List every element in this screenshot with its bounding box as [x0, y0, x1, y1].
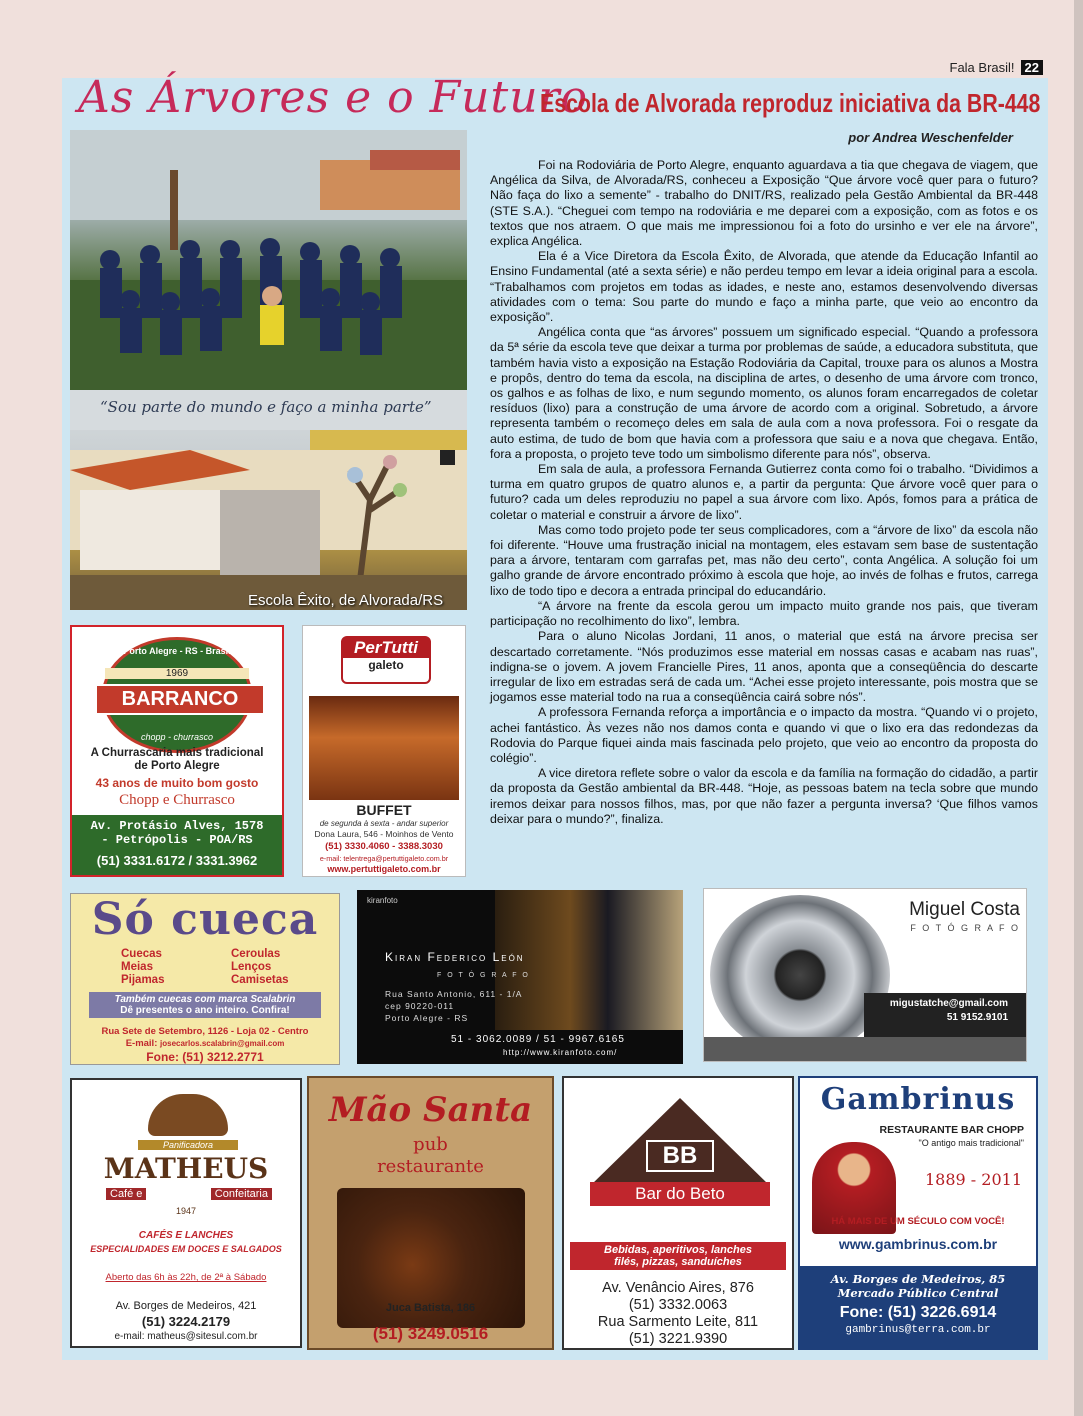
miguel-name: Miguel Costa	[909, 899, 1020, 920]
miguel-role: F O T Ó G R A F O	[910, 923, 1020, 933]
pertutti-hours: de segunda à sexta - andar superior	[319, 819, 449, 828]
beto-phone2: (51) 3221.9390	[628, 1331, 728, 1347]
maosanta-name: Mão Santa	[328, 1090, 533, 1130]
beto-desc	[570, 1242, 786, 1270]
miguel-email: migustatche@gmail.com	[889, 998, 1008, 1009]
maosanta-sub1: pub	[413, 1134, 448, 1155]
gambrinus-sub: RESTAURANTE BAR CHOPP	[879, 1124, 1024, 1136]
barranco-address2: - Petrópolis - POA/RS	[101, 833, 253, 847]
kiran-logo: kiranfoto	[367, 896, 398, 905]
barranco-ring-bottom: chopp - churrasco	[140, 732, 214, 742]
students-photo	[70, 130, 467, 392]
socueca-item: Ceroulas	[231, 948, 281, 960]
article-paragraph: Para o aluno Nicolas Jordani, 11 anos, o material que está na árvore precisa ser descartado corretamente. “Nós produzimos esse material em nossas casas e acabam nas ruas”, indigna-se o jovem. A jovem Francielle Pires, 11 anos, aponta que a conseqüência do descarte irregular de lixo em estradas será de cada um. “Achei esse projeto interessante, pois mostra que se jogamos esse material todo na rua a conseqüência cairá sobre nós”.	[490, 629, 1038, 705]
photo-caption-top: “Sou parte do mundo e faço a minha parte”	[100, 398, 432, 416]
gambrinus-site: www.gambrinus.com.br	[838, 1236, 998, 1252]
miguel-lens	[710, 895, 890, 1055]
ad-matheus[interactable]	[70, 1078, 302, 1348]
pertutti-site: www.pertuttigaleto.com.br	[327, 864, 441, 874]
gambrinus-email: gambrinus@terra.com.br	[845, 1324, 991, 1336]
beto-address1: Av. Venâncio Aires, 876	[602, 1280, 754, 1296]
socueca-email: josecarlos.scalabrin@gmail.com	[160, 1039, 285, 1048]
gambrinus-name: Gambrinus	[820, 1082, 1016, 1117]
ad-pertutti[interactable]	[302, 625, 466, 877]
section-title: As Árvores e o Futuro	[78, 72, 589, 123]
miguel-bottom-bar	[704, 1037, 1027, 1062]
socueca-item: Pijamas	[121, 974, 165, 986]
socueca-item: Camisetas	[231, 974, 289, 986]
pertutti-email: e-mail: telentrega@pertuttigaleto.com.br	[319, 854, 449, 863]
matheus-phone: (51) 3224.2179	[141, 1314, 231, 1329]
matheus-email: e-mail: matheus@sitesul.com.br	[114, 1331, 258, 1342]
kiran-site: http://www.kiranfoto.com/	[503, 1048, 618, 1057]
barranco-year: 1969	[105, 668, 249, 679]
socueca-phone: Fone: (51) 3212.2771	[146, 1050, 264, 1064]
kiran-role: F O T Ó G R A F O	[437, 972, 530, 979]
barranco-line4: Chopp e Churrasco	[119, 792, 235, 808]
article-body	[490, 158, 1038, 827]
gambrinus-address2: Mercado Público Central	[837, 1286, 999, 1300]
matheus-line1: CAFÉS E LANCHES	[138, 1230, 234, 1241]
barranco-logo	[102, 637, 252, 753]
matheus-top: Panificadora	[138, 1140, 238, 1150]
barranco-name: BARRANCO	[95, 684, 265, 715]
ad-kiran[interactable]	[357, 890, 683, 1064]
matheus-right: Confeitaria	[211, 1188, 272, 1200]
barranco-phone: (51) 3331.6172 / 3331.3962	[96, 853, 258, 868]
barranco-line3: 43 anos de muito bom gosto	[95, 776, 259, 790]
ad-miguel[interactable]	[703, 888, 1027, 1062]
article-paragraph: A professora Fernanda reforça a importância e o impacto da mostra. “Quando vi o projeto, achei fantástico. Às vezes não nos damos conta e quando vi que o lixo era das redondezas da Rodovia do Parque fiquei ainda mais fascinada pelo projeto, que veio ao encontro da proposta do colégio”.	[490, 705, 1038, 765]
beto-name: Bar do Beto	[590, 1182, 770, 1206]
beto-desc2: filés, pizzas, sanduíches	[614, 1256, 742, 1268]
ad-gambrinus[interactable]	[798, 1076, 1038, 1350]
socueca-promo2: Dê presentes o ano inteiro. Confira!	[120, 1005, 290, 1016]
matheus-name: MATHEUS	[103, 1152, 269, 1185]
maosanta-sub2: restaurante	[377, 1156, 484, 1177]
article-paragraph: Angélica conta que “as árvores” possuem um significado especial. “Quando a professora da 5ª série da escola teve que deixar a turma por problemas de saúde, a educadora substituta, que também havia visto a exposição na Estação Rodoviária da Capital, trouxe para os alunos a Mostra e propôs, dentro do tema da escola, na disciplina de artes, o desenho de uma árvore com tronco, os galhos e as folhas de lixo, e num segundo momento, os alunos foram encarregados de coletar resíduos (lixo) para a construção de uma árvore de acordo com a original. Sobretudo, a árvore representa também o recomeço deles em sala de aula com a nova professora. Foi o resgate da auto estima, de tudo de bom que havia com a professora que saiu e a nova que chegava. Então, fora a proposta, o projeto teve todo um simbolismo diferente para nós”, observa.	[490, 325, 1038, 461]
matheus-line2: ESPECIALIDADES EM DOCES E SALGADOS	[90, 1244, 282, 1254]
kiran-address1: Rua Santo Antonio, 611 - 1/A	[385, 989, 523, 999]
pertutti-buffet: BUFFET	[356, 802, 412, 818]
barranco-address-block	[72, 815, 282, 877]
kiran-address2: cep 90220-011	[385, 1001, 455, 1011]
article-paragraph: Ela é a Vice Diretora da Escola Êxito, de Alvorada, que atende da Educação Infantil ao Ensino Fundamental (até a sexta série) e não perdeu tempo em levar a ideia original para a escola. “Trabalhamos com projetos em todas as idades, e neste ano, estamos desenvolvendo diversas atividades com o tema: Sou parte do mundo e faço a minha parte, que veio ao encontro da exposição”.	[490, 249, 1038, 325]
gambrinus-phone: Fone: (51) 3226.6914	[839, 1304, 997, 1321]
kiran-name: Kiran Federico León	[385, 950, 525, 964]
socueca-promo1: Também cuecas com marca Scalabrin	[114, 994, 296, 1005]
magazine-name: Fala Brasil!	[949, 60, 1015, 75]
article-paragraph: Em sala de aula, a professora Fernanda Gutierrez conta como foi o trabalho. “Dividimos a turma em quatro grupos de quatro alunos e, a partir da pergunta: Que árvore você quer para o futuro? cada um deles reproduziu no papel a sua árvore com lixo. Após, fomos para a prática de coletar o material e construir a árvore de lixo”.	[490, 462, 1038, 522]
trash-tree-photo	[70, 390, 467, 610]
barranco-ring-top: Porto Alegre - RS - Brasil	[123, 646, 231, 656]
barranco-line2: de Porto Alegre	[134, 760, 220, 772]
pertutti-logo	[341, 636, 431, 684]
article-paragraph: Mas como todo projeto pode ter seus complicadores, com a “árvore de lixo” da escola não foi diferente. “Houve uma frustração inicial na montagem, eles estavam sem base de sustentação para a árvore, tentaram com garrafas pet, mas não deu certo”, conta Angélica. A solução foi um galho grande de árvore encontrado próximo à escola que hoje, ao invés de folhas e frutos, carrega lixo de todo tipo e decora a entrada principal do educandário.	[490, 522, 1038, 598]
barranco-address1: Av. Protásio Alves, 1578	[90, 819, 264, 833]
socueca-name: Só cueca	[91, 894, 319, 945]
socueca-item: Lenços	[231, 961, 272, 973]
beto-logo: BB	[646, 1140, 714, 1172]
beto-desc1: Bebidas, aperitivos, lanches	[604, 1244, 752, 1256]
pertutti-name: PerTutti	[343, 638, 429, 658]
matheus-address: Av. Borges de Medeiros, 421	[115, 1300, 257, 1312]
socueca-address: Rua Sete de Setembro, 1126 - Loja 02 - Centro	[101, 1026, 309, 1037]
gambrinus-years: 1889 - 2011	[924, 1170, 1022, 1189]
article-paragraph: A vice diretora reflete sobre o valor da escola e da família na formação do cidadão, a partir da proposta da Gestão ambiental da BR-448. “Hoje, as pessoas batem na tecla sobre que mundo iremos deixar para nossos filhos, mas, por que não fazer a pergunta inversa? ‘Que filhos vamos deixar para o mundo?”, finaliza.	[490, 766, 1038, 826]
trash-tree-photo-graphic	[70, 390, 467, 610]
socueca-item: Meias	[121, 961, 153, 973]
matheus-year: 1947	[175, 1206, 197, 1216]
article-paragraph: “A árvore na frente da escola gerou um impacto muito grande nos pais, que tiveram participação no recolhimento do lixo”, lembra.	[490, 598, 1038, 629]
kiran-address3: Porto Alegre - RS	[385, 1013, 469, 1023]
gambrinus-century: HÁ MAIS DE UM SÉCULO COM VOCÊ!	[831, 1216, 1005, 1227]
matheus-left: Café e	[106, 1188, 146, 1200]
socueca-item: Cuecas	[121, 948, 162, 960]
byline: por Andrea Weschenfelder	[848, 130, 1013, 145]
page-edge	[1074, 0, 1083, 1416]
article-title: Escola de Alvorada reproduz iniciativa da BR-448	[540, 88, 1041, 118]
ad-socueca[interactable]	[70, 893, 340, 1065]
miguel-contact	[864, 993, 1027, 1037]
socueca-promo	[89, 992, 321, 1018]
maosanta-phone: (51) 3249.0516	[372, 1324, 489, 1343]
gambrinus-slogan: "O antigo mais tradicional"	[918, 1138, 1024, 1148]
matheus-hours: Aberto das 6h às 22h, de 2ª à Sábado	[105, 1272, 267, 1283]
article-paragraph: Foi na Rodoviária de Porto Alegre, enquanto aguardava a tia que chegava de viagem, que Angélica da Silva, de Alvorada/RS, conheceu a Exposição “Que árvore você quer para o futuro? Não faça do lixo a semente” - trabalho do DNIT/RS, realizado pela Gestão Ambiental da BR-448 (STE S.A.). “Cheguei com tempo na rodoviária e me deparei com a exposição, com as fotos e os textos que nos atraem. O que mais me impressionou foi a foto do ursinho e ver ele na árvore”, explica Angélica.	[490, 158, 1038, 249]
pertutti-photo	[309, 696, 459, 800]
socueca-email-label: E-mail:	[125, 1038, 158, 1049]
gambrinus-footer	[800, 1266, 1036, 1350]
pertutti-sub: galeto	[368, 658, 404, 672]
pertutti-phone: (51) 3330.4060 - 3388.3030	[325, 841, 443, 852]
barranco-line1: A Churrascaria mais tradicional	[90, 747, 264, 759]
pertutti-address: Dona Laura, 546 - Moinhos de Vento	[314, 829, 454, 839]
page-header	[950, 60, 1044, 75]
ad-maosanta[interactable]	[307, 1076, 554, 1350]
beto-phone1: (51) 3332.0063	[628, 1297, 728, 1313]
students-photo-graphic	[70, 130, 467, 392]
miguel-phone: 51 9152.9101	[946, 1012, 1008, 1023]
page-number: 22	[1021, 60, 1043, 75]
beto-address2: Rua Sarmento Leite, 811	[597, 1314, 759, 1330]
maosanta-address: Juca Batista, 186	[385, 1302, 476, 1314]
matheus-hat-icon	[148, 1094, 228, 1136]
ad-beto[interactable]	[562, 1076, 794, 1350]
kiran-phones: 51 - 3062.0089 / 51 - 9967.6165	[451, 1034, 625, 1045]
photo-caption-bottom: Escola Êxito, de Alvorada/RS	[248, 592, 444, 609]
ad-barranco[interactable]	[70, 625, 284, 877]
gambrinus-address1: Av. Borges de Medeiros, 85	[830, 1272, 1006, 1286]
